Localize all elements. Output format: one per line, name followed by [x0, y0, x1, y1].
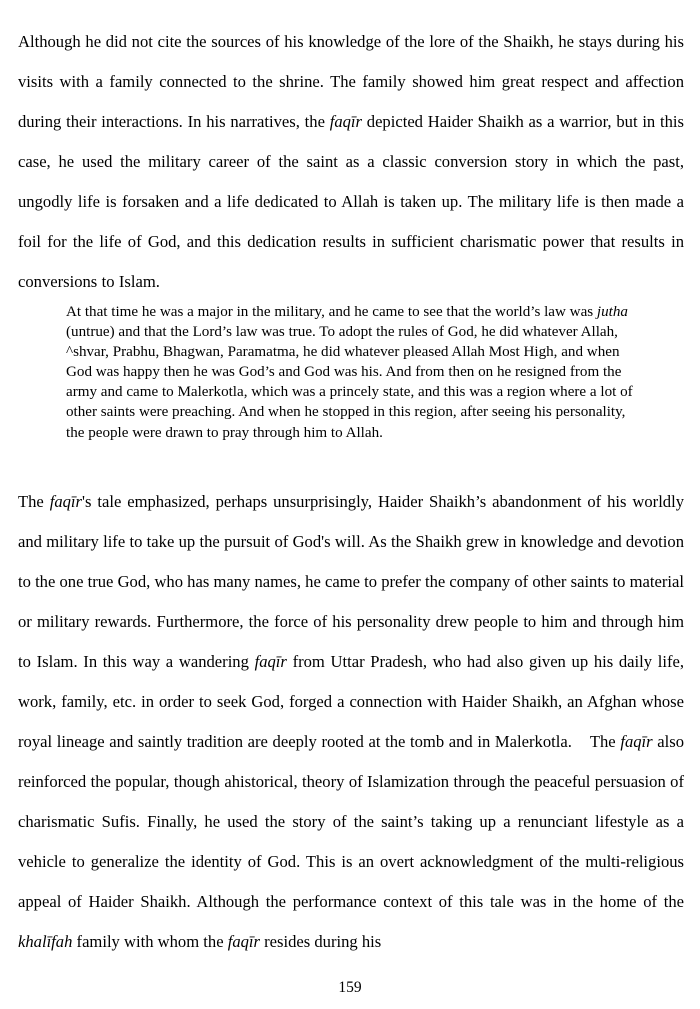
- block-quotation-text: At that time he was a major in the military, and he came to see that the world’s law was jutha (untrue) and that the Lord’s law was true. To adopt the rules of God, he did whatever Allah, ^shvar, Prabhu, Bhagwan, Paramatma, he did whatever pleased Allah Most High, and when God was happy then he was God’s and God was his. And from then on he resigned from the army and came to Malerkotla, which was a princely state, and this was a region where a lot of other saints were preaching. And when he stopped in this region, after seeing his personality, the people were drawn to pray through him to Allah.: [66, 304, 633, 441]
- paragraph-two-text: The faqīr's tale emphasized, perhaps unsurprisingly, Haider Shaikh’s abandonment of his worldly and military life to take up the pursuit of God's will. As the Shaikh grew in knowledge and devotion to the one true God, who has many names, he came to prefer the company of other saints to material or military rewards. Furthermore, the force of his personality drew people to him and through him to Islam. In this way a wandering faqīr from Uttar Pradesh, who had also given up his daily life, work, family, etc. in order to seek God, forged a connection with Haider Shaikh, an Afghan whose royal lineage and saintly tradition are deeply rooted at the tomb and in Malerkotla. The faqīr also reinforced the popular, though ahistorical, theory of Islamization through the peaceful persuasion of charismatic Sufis. Finally, he used the story of the saint’s taking up a renunciant lifestyle as a vehicle to generalize the identity of God. This is an overt acknowledgment of the multi-religious appeal of Haider Shaikh. Although the performance context of this tale was in the home of the khalīfah family with whom the faqīr resides during his: [18, 492, 685, 951]
- paragraph-two: [18, 482, 684, 962]
- block-quotation: [66, 302, 634, 443]
- page-number: 159: [338, 979, 362, 996]
- paragraph-one-text: Although he did not cite the sources of his knowledge of the lore of the Shaikh, he stays during his visits with a family connected to the shrine. The family showed him great respect and affection during their interactions. In his narratives, the faqīr depicted Haider Shaikh as a warrior, but in this case, he used the military career of the saint as a classic conversion story in which the past, ungodly life is forsaken and a life dedicated to Allah is taken up. The military life is then made a foil for the life of God, and this dedication results in sufficient charismatic power that results in conversions to Islam.: [18, 32, 684, 291]
- paragraph-one: [18, 22, 684, 302]
